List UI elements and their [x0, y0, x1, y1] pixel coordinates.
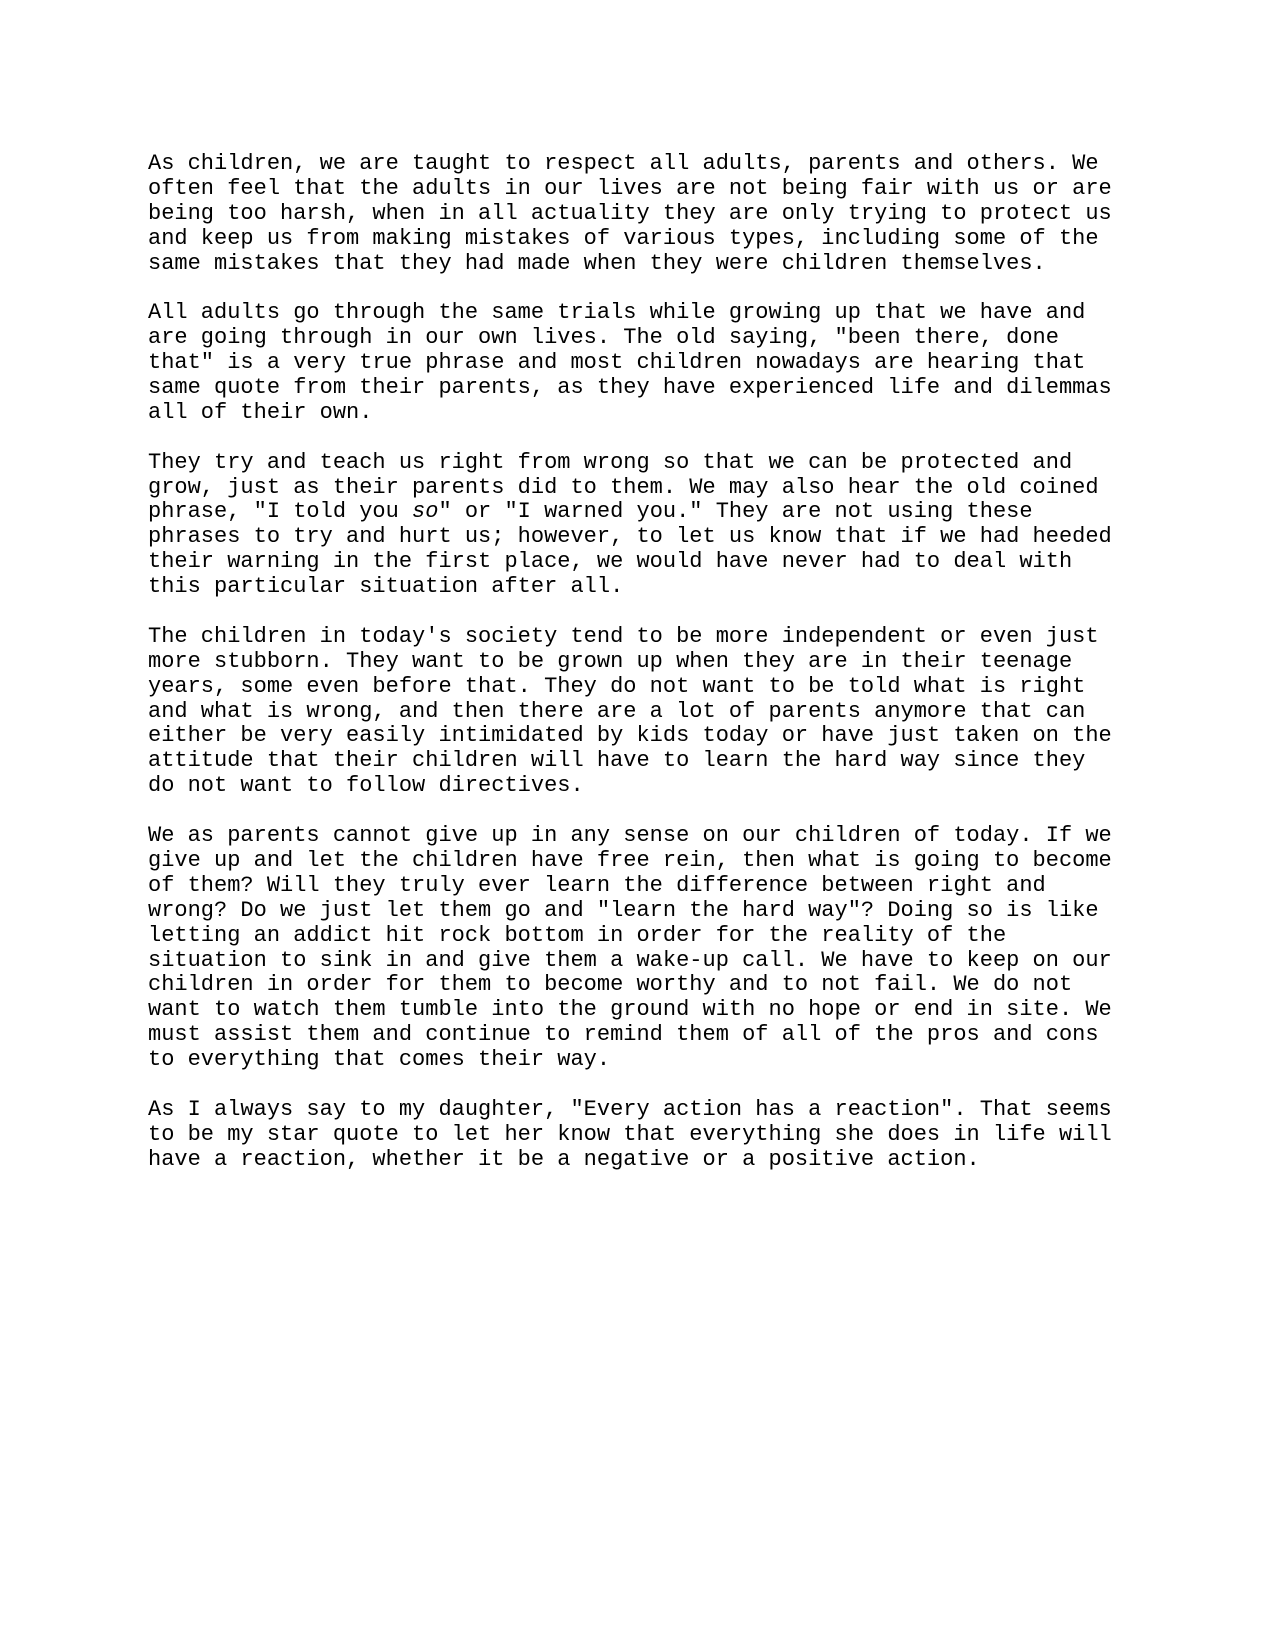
text-line: children in order for them to become worthy and to not fail. We do not	[148, 972, 1073, 998]
text-line: wrong? Do we just let them go and "learn the hard way"? Doing so is like	[148, 897, 1099, 923]
text-line: They try and teach us right from wrong so that we can be protected and	[148, 449, 1073, 475]
text-run: phrase, "I told you	[148, 499, 413, 525]
text-line: As children, we are taught to respect all adults, parents and others. We	[148, 151, 1099, 176]
text-line: their warning in the first place, we would have never had to deal with	[148, 549, 1073, 575]
text-line: often feel that the adults in our lives are not being fair with us or are	[148, 175, 1112, 201]
text-line: either be very easily intimidated by kids today or have just taken on the	[148, 723, 1112, 749]
text-line: years, some even before that. They do not want to be told what is right	[148, 673, 1086, 699]
text-line: All adults go through the same trials while growing up that we have and	[148, 300, 1086, 326]
text-line: same mistakes that they had made when they were children themselves.	[148, 250, 1046, 276]
paragraph	[148, 824, 1114, 1073]
text-line: this particular situation after all.	[148, 574, 624, 600]
text-line: give up and let the children have free rein, then what is going to become	[148, 847, 1112, 873]
text-line	[148, 500, 1114, 525]
italic-text-run: so	[412, 499, 439, 525]
paragraph	[148, 152, 1114, 276]
text-line: As I always say to my daughter, "Every action has a reaction". That seems	[148, 1096, 1112, 1122]
text-line: same quote from their parents, as they have experienced life and dilemmas	[148, 375, 1112, 401]
text-line: We as parents cannot give up in any sense on our children of today. If we	[148, 823, 1112, 849]
text-line: to everything that comes their way.	[148, 1047, 611, 1073]
text-line: have a reaction, whether it be a negative or a positive action.	[148, 1146, 980, 1172]
text-line: and what is wrong, and then there are a lot of parents anymore that can	[148, 698, 1086, 724]
text-line: and keep us from making mistakes of various types, including some of the	[148, 225, 1099, 251]
text-run: " or "I warned you." They are not using these	[438, 499, 1033, 525]
text-line: grow, just as their parents did to them. We may also hear the old coined	[148, 474, 1099, 500]
text-line: being too harsh, when in all actuality they are only trying to protect us	[148, 200, 1112, 226]
text-line: do not want to follow directives.	[148, 773, 584, 799]
text-line: to be my star quote to let her know that everything she does in life will	[148, 1121, 1112, 1147]
text-line: more stubborn. They want to be grown up when they are in their teenage	[148, 648, 1073, 674]
text-line: must assist them and continue to remind them of all of the pros and cons	[148, 1022, 1099, 1048]
paragraph	[148, 625, 1114, 799]
text-line: phrases to try and hurt us; however, to let us know that if we had heeded	[148, 524, 1112, 550]
text-line: situation to sink in and give them a wake-up call. We have to keep on our	[148, 947, 1112, 973]
essay-text	[148, 152, 1114, 1173]
paragraph	[148, 301, 1114, 425]
text-line: attitude that their children will have to learn the hard way since they	[148, 748, 1086, 774]
text-line: of them? Will they truly ever learn the difference between right and	[148, 872, 1046, 898]
paragraph	[148, 451, 1114, 600]
text-line: want to watch them tumble into the ground with no hope or end in site. We	[148, 997, 1112, 1023]
text-line: that" is a very true phrase and most children nowadays are hearing that	[148, 350, 1086, 376]
text-line: letting an addict hit rock bottom in order for the reality of the	[148, 922, 1007, 948]
paragraph	[148, 1098, 1114, 1173]
text-line: The children in today's society tend to be more independent or even just	[148, 623, 1099, 649]
text-line: are going through in our own lives. The old saying, "been there, done	[148, 325, 1059, 351]
text-line: all of their own.	[148, 399, 373, 425]
